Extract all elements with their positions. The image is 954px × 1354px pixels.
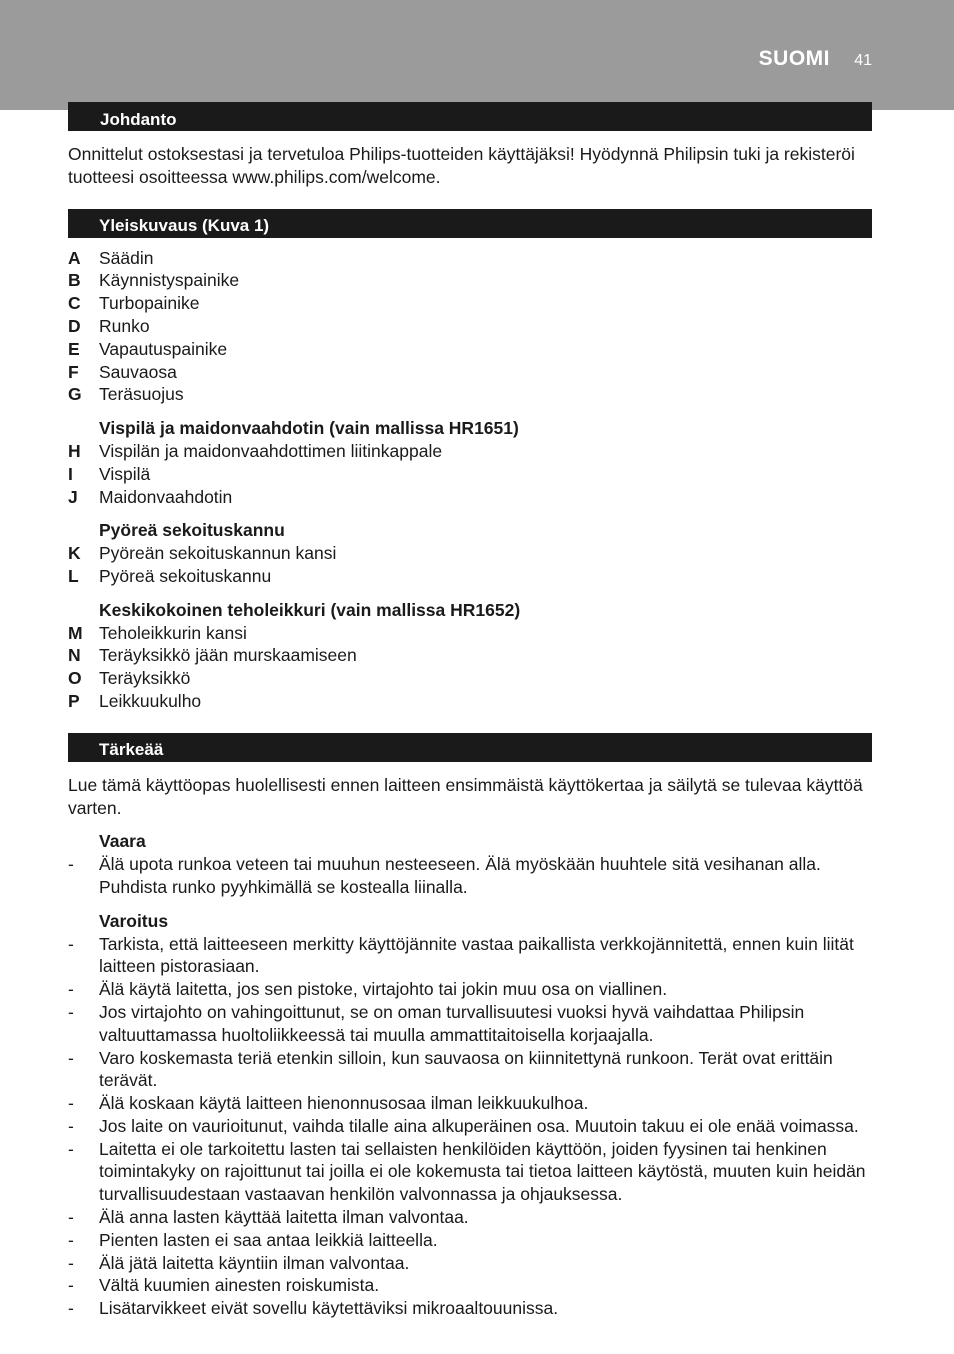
intro-paragraph: Onnittelut ostoksestasi ja tervetuloa Philips-tuotteiden käyttäjäksi! Hyödynnä Philipsin tuki ja rekisteröi tuotteesi osoitteessa www.philips.com/welcome. [68,144,855,187]
list-item: L Pyöreä sekoituskannu [68,565,272,586]
bullet-item: - Lisätarvikkeet eivät sovellu käytettäviksi mikroaaltouunissa. [68,1298,559,1319]
list-item: K Pyöreän sekoituskannun kansi [68,543,337,564]
list-item: H Vispilän ja maidonvaahdottimen liitinkappale [68,440,443,461]
section-title-johdanto: Johdanto [68,102,872,131]
bullet-item: - Pienten lasten ei saa antaa leikkiä laitteella. [68,1229,438,1250]
subheading-chopper: Keskikokoinen teholeikkuri (vain mallissa HR1652) [99,599,521,620]
bullet-item: - Älä upota runkoa veteen tai muuhun nesteeseen. Älä myöskään huuhtele sitä vesihanan alla. Puhdista runko pyyhkimällä se kostealla liinalla. [68,854,821,897]
header-language: SUOMI [758,47,830,70]
list-item: B Käynnistyspainike [68,270,240,291]
section-title-overview: Yleiskuvaus (Kuva 1) [68,209,872,238]
list-item: E Vapautuspainike [68,338,228,359]
bullet-item: - Jos laite on vaurioitunut, vaihda tilalle aina alkuperäinen osa. Muutoin takuu ei ole enää voimassa. [68,1115,859,1136]
list-item: P Leikkuukulho [68,690,202,711]
bullet-item: - Tarkista, että laitteeseen merkitty käyttöjännite vastaa paikallista verkkojännitettä, ennen kuin liität laitteen pistorasiaan. [68,933,854,977]
list-item: F Sauvaosa [68,361,177,382]
parts-list-main [68,247,872,407]
page-content [68,102,872,1320]
bullet-item: - Jos virtajohto on vahingoittunut, se on oman turvallisuutesi vuoksi hyvä vaihdattaa Philipsin valtuuttamassa huoltoliikkeessä tai muulla ammattitaitoisella korjaajalla. [68,1001,805,1045]
header-band [0,0,954,110]
bullet-item: - Vältä kuumien ainesten roiskumista. [68,1275,380,1296]
page-number: 41 [854,52,872,69]
bullet-item: - Varo koskemasta teriä etenkin silloin, kun sauvaosa on kiinnitettynä runkoon. Terät ovat erittäin terävät. [68,1047,833,1091]
list-item: C Turbopainike [68,293,200,314]
subheading-whisk: Vispilä ja maidonvaahdotin (vain mallissa HR1651) [99,418,519,439]
important-paragraph: Lue tämä käyttöopas huolellisesti ennen laitteen ensimmäistä käyttökertaa ja säilytä se tulevaa käyttöä varten. [68,774,863,818]
subheading-beaker: Pyöreä sekoituskannu [99,520,285,541]
subheading-danger: Vaara [99,831,146,852]
list-item: I Vispilä [68,463,151,484]
bullet-item: - Älä jätä laitetta käyntiin ilman valvontaa. [68,1252,410,1273]
list-item: O Teräyksikkö [68,668,191,689]
bullet-item: - Älä käytä laitetta, jos sen pistoke, virtajohto tai jokin muu osa on viallinen. [68,979,668,1000]
bullet-item: - Älä koskaan käytä laitteen hienonnusosaa ilman leikkuukulhoa. [68,1093,589,1114]
list-item: N Teräyksikkö jään murskaamiseen [68,645,357,666]
section-title-important: Tärkeää [68,733,872,762]
list-item: J Maidonvaahdotin [68,486,233,507]
list-item: A Säädin [68,247,154,268]
list-item: G Teräsuojus [68,384,184,405]
list-item: M Teholeikkurin kansi [68,622,247,643]
bullet-item: - Älä anna lasten käyttää laitetta ilman valvontaa. [68,1207,469,1228]
subheading-warning: Varoitus [99,910,169,931]
bullet-item: - Laitetta ei ole tarkoitettu lasten tai sellaisten henkilöiden käyttöön, joiden fyysinen tai henkinen toimintakyky on rajoittunut tai joilla ei ole kokemusta tai tietoa laitteen käytöstä, muuten kuin heidän turvallisuudestaan vastaavan henkilön valvonnassa ja ohjauksessa. [68,1138,866,1205]
list-item: D Runko [68,315,150,336]
